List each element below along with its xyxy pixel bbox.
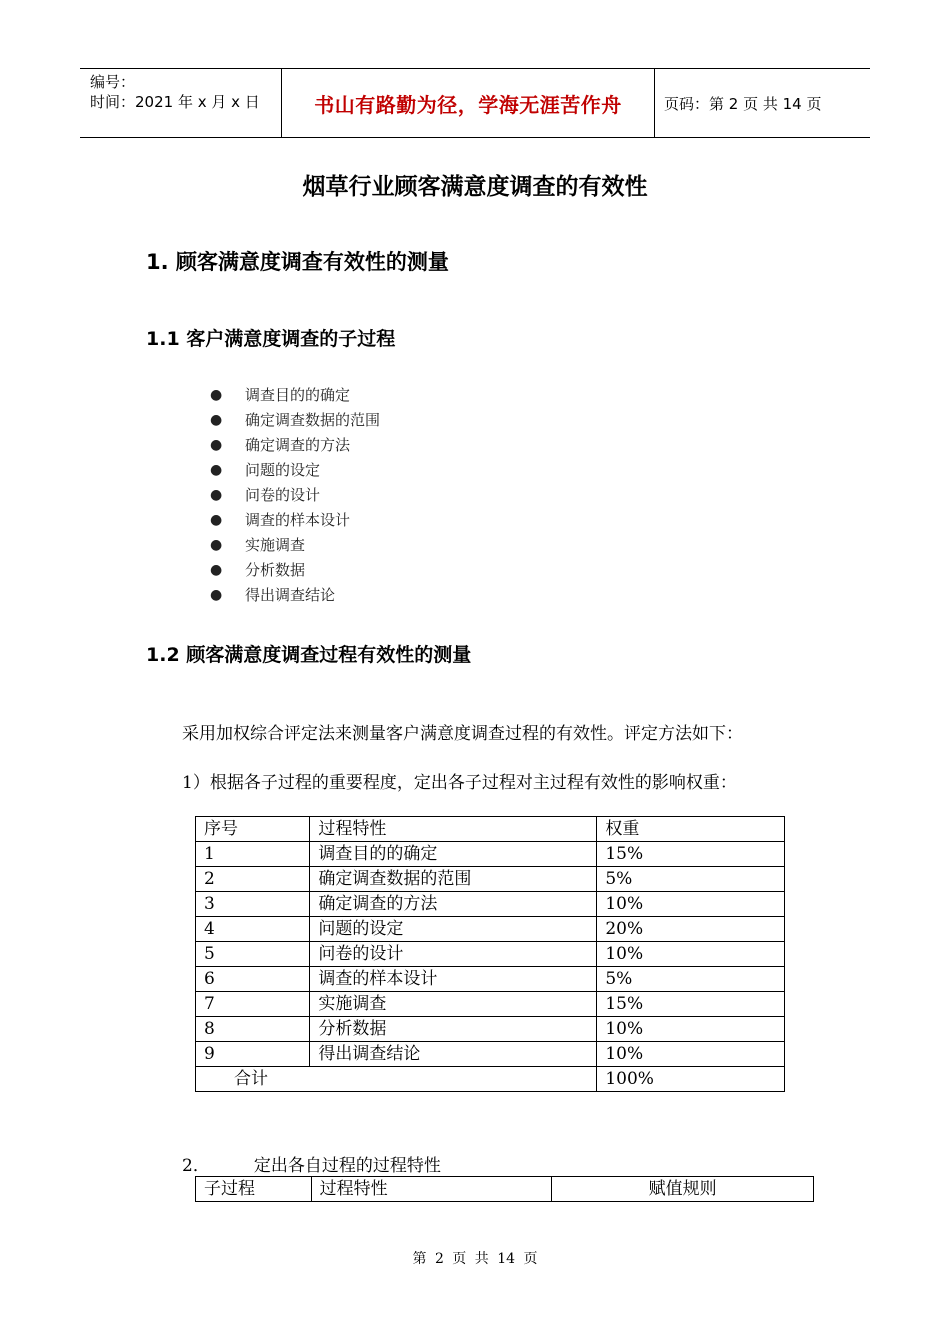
section-heading-1: 1. 顾客满意度调查有效性的测量	[146, 250, 449, 274]
table-row	[196, 842, 785, 867]
table-cell: 15%	[597, 842, 785, 867]
table-header-cell: 序号	[196, 817, 310, 842]
bullet-icon: ●	[210, 512, 223, 528]
bullet-icon: ●	[210, 537, 223, 553]
table-cell: 10%	[597, 1017, 785, 1042]
table-cell: 10%	[597, 1042, 785, 1067]
table-cell: 5%	[597, 967, 785, 992]
table-header-cell: 过程特性	[310, 817, 597, 842]
list-item: ● 调查的样本设计	[210, 508, 380, 533]
table-header-cell: 权重	[597, 817, 785, 842]
process-characteristics-table	[195, 1176, 814, 1202]
weight-paragraph: 1）根据各子过程的重要程度，定出各子过程对主过程有效性的影响权重：	[182, 773, 737, 793]
table-cell: 20%	[597, 917, 785, 942]
table-cell: 确定调查数据的范围	[310, 867, 597, 892]
page-footer: 第 2 页 共 14 页	[412, 1251, 538, 1267]
document-title: 烟草行业顾客满意度调查的有效性	[302, 174, 648, 200]
table-row	[196, 1017, 785, 1042]
subprocess-list	[210, 383, 380, 608]
header-motto: 书山有路勤为径，学海无涯苦作舟	[314, 92, 622, 117]
table-cell: 调查的样本设计	[310, 967, 597, 992]
list-item: ● 得出调查结论	[210, 583, 380, 608]
table-cell: 问卷的设计	[310, 942, 597, 967]
table-cell: 调查目的的确定	[310, 842, 597, 867]
document-number-label: 编号：	[90, 73, 136, 91]
table-row	[196, 967, 785, 992]
table-cell: 6	[196, 967, 310, 992]
bullet-icon: ●	[210, 487, 223, 503]
table-row	[196, 1042, 785, 1067]
bullet-icon: ●	[210, 587, 223, 603]
table-row	[196, 917, 785, 942]
table-cell: 分析数据	[310, 1017, 597, 1042]
table-cell: 4	[196, 917, 310, 942]
bullet-icon: ●	[210, 462, 223, 478]
table-total-row	[196, 1067, 785, 1092]
header-left	[80, 69, 280, 137]
section-heading-1-2: 1.2 顾客满意度调查过程有效性的测量	[146, 644, 472, 666]
list-item: ● 确定调查的方法	[210, 433, 380, 458]
header-motto-cell	[281, 69, 655, 137]
table-row	[196, 867, 785, 892]
table-cell: 得出调查结论	[310, 1042, 597, 1067]
list-item: ● 调查目的的确定	[210, 383, 380, 408]
paragraph-number: 2．	[182, 1156, 210, 1176]
table-header-cell: 赋值规则	[552, 1177, 814, 1202]
section-heading-1-1: 1.1 客户满意度调查的子过程	[146, 328, 396, 350]
table-cell: 3	[196, 892, 310, 917]
paragraph-text: 定出各自过程的过程特性	[253, 1156, 441, 1176]
document-date-label: 时间：2021 年 x 月 x 日	[90, 93, 260, 111]
method-paragraph: 采用加权综合评定法来测量客户满意度调查过程的有效性。评定方法如下：	[182, 724, 743, 744]
table-cell: 15%	[597, 992, 785, 1017]
table-total-value: 100%	[597, 1067, 785, 1092]
table-cell: 9	[196, 1042, 310, 1067]
table-header-cell: 过程特性	[311, 1177, 552, 1202]
list-item: ● 问题的设定	[210, 458, 380, 483]
table-header-row	[196, 817, 785, 842]
process-characteristics-paragraph	[182, 1151, 441, 1176]
table-row	[196, 992, 785, 1017]
bullet-icon: ●	[210, 562, 223, 578]
table-header-cell: 子过程	[196, 1177, 312, 1202]
header-right	[654, 69, 870, 137]
table-row	[196, 892, 785, 917]
list-item: ● 确定调查数据的范围	[210, 408, 380, 433]
table-cell: 确定调查的方法	[310, 892, 597, 917]
table-row	[196, 942, 785, 967]
table-cell: 实施调查	[310, 992, 597, 1017]
table-cell: 问题的设定	[310, 917, 597, 942]
list-item: ● 实施调查	[210, 533, 380, 558]
list-item: ● 问卷的设计	[210, 483, 380, 508]
list-item: ● 分析数据	[210, 558, 380, 583]
table-cell: 10%	[597, 942, 785, 967]
page-header	[80, 68, 870, 138]
table-cell: 8	[196, 1017, 310, 1042]
table-cell: 1	[196, 842, 310, 867]
header-page-info: 页码：第 2 页 共 14 页	[664, 94, 822, 113]
table-header-row	[196, 1177, 814, 1202]
table-cell: 2	[196, 867, 310, 892]
table-cell: 7	[196, 992, 310, 1017]
table-total-label: 合计	[196, 1067, 597, 1092]
bullet-icon: ●	[210, 412, 223, 428]
table-cell: 5	[196, 942, 310, 967]
bullet-icon: ●	[210, 437, 223, 453]
table-cell: 5%	[597, 867, 785, 892]
weight-table	[195, 816, 785, 1092]
bullet-icon: ●	[210, 387, 223, 403]
table-cell: 10%	[597, 892, 785, 917]
